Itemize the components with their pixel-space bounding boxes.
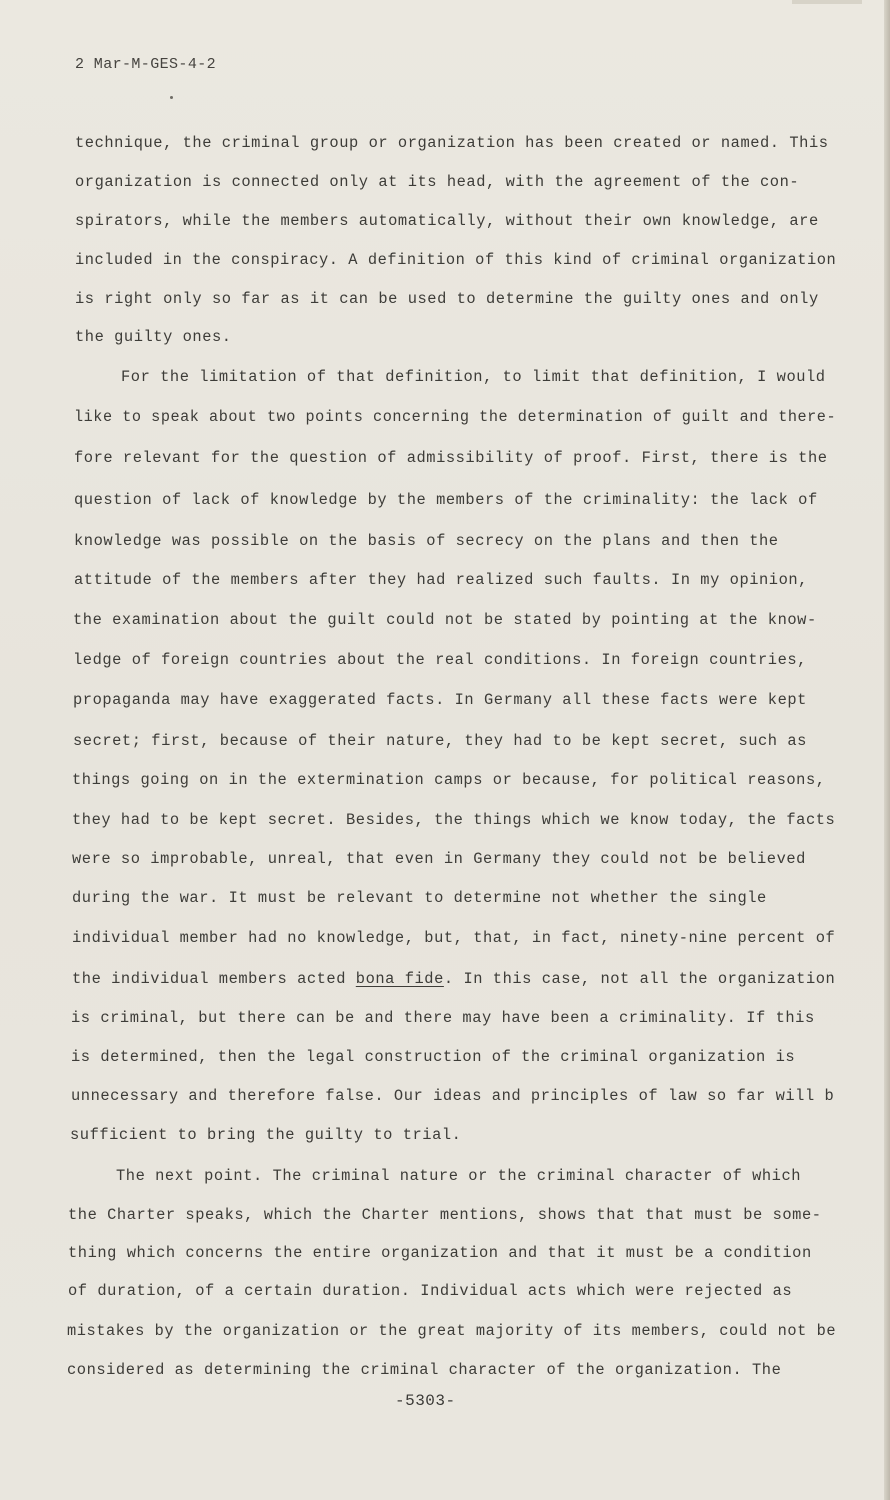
text-fragment: . In this case, not all the organization [443, 970, 836, 988]
page-number: -5303- [395, 1392, 456, 1410]
text-line: secret; first, because of their nature, they had to be kept secret, such as [73, 732, 807, 750]
text-line: ledge of foreign countries about the real conditions. In foreign countries, [73, 651, 807, 669]
text-line: For the limitation of that definition, to limit that definition, I would [121, 368, 826, 386]
text-line: included in the conspiracy. A definition of this kind of criminal organization [75, 251, 837, 269]
text-line: is criminal, but there can be and there may have been a criminality. If this [71, 1009, 815, 1027]
text-line: the Charter speaks, which the Charter mentions, shows that that must be some- [68, 1206, 822, 1224]
text-line: is right only so far as it can be used to determine the guilty ones and only [75, 290, 819, 308]
text-line: sufficient to bring the guilty to trial. [70, 1126, 462, 1144]
text-line: like to speak about two points concerning the determination of guilt and there- [74, 408, 837, 426]
text-line: attitude of the members after they had realized such faults. In my opinion, [74, 571, 808, 589]
text-line-bona-fide [72, 969, 835, 989]
text-line: were so improbable, unreal, that even in Germany they could not be believed [72, 850, 806, 868]
text-line: thing which concerns the entire organization and that it must be a condition [68, 1244, 812, 1262]
text-line: spirators, while the members automatically, without their own knowledge, are [75, 212, 819, 230]
text-line: they had to be kept secret. Besides, the things which we know today, the facts [72, 811, 836, 829]
text-line: is determined, then the legal construction of the criminal organization is [71, 1048, 796, 1066]
text-line: propaganda may have exaggerated facts. In Germany all these facts were kept [73, 691, 807, 709]
text-line: during the war. It must be relevant to determine not whether the single [72, 889, 767, 907]
text-fragment: the individual members acted [72, 970, 356, 988]
text-line: the examination about the guilt could not be stated by pointing at the know- [73, 611, 817, 629]
paper-mark [792, 0, 862, 4]
document-reference: 2 Mar-M-GES-4-2 [75, 56, 217, 73]
text-line: fore relevant for the question of admissibility of proof. First, there is the [74, 449, 828, 467]
text-line: individual member had no knowledge, but, that, in fact, ninety-nine percent of [72, 929, 836, 947]
text-line: mistakes by the organization or the great majority of its members, could not be [67, 1322, 837, 1340]
text-line: the guilty ones. [75, 328, 232, 346]
paper-edge [884, 0, 890, 1500]
text-line: technique, the criminal group or organization has been created or named. This [75, 134, 829, 152]
text-line: knowledge was possible on the basis of secrecy on the plans and then the [74, 532, 779, 550]
ink-speck [170, 96, 173, 99]
text-line: considered as determining the criminal character of the organization. The [67, 1361, 782, 1379]
underlined-phrase: bona fide [355, 970, 444, 988]
text-line: things going on in the extermination camps or because, for political reasons, [72, 771, 826, 789]
text-line: unnecessary and therefore false. Our ideas and principles of law so far will b [71, 1087, 835, 1105]
text-line: question of lack of knowledge by the members of the criminality: the lack of [74, 491, 818, 509]
text-line: of duration, of a certain duration. Individual acts which were rejected as [68, 1282, 793, 1300]
text-line: organization is connected only at its head, with the agreement of the con- [75, 173, 800, 191]
text-line: The next point. The criminal nature or the criminal character of which [116, 1167, 802, 1185]
